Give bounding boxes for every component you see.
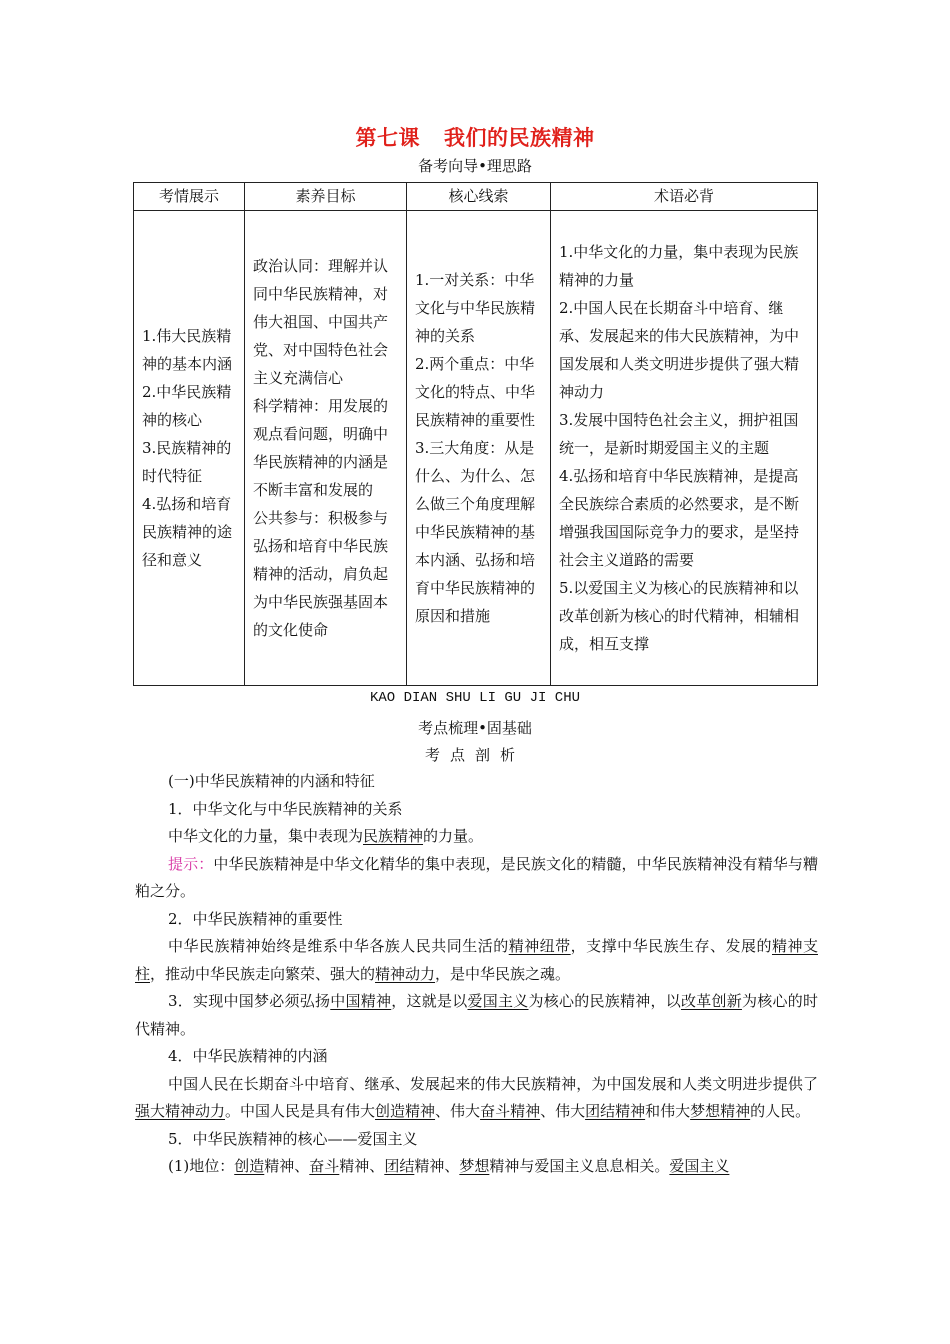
point-2-heading: 2．中华民族精神的重要性 bbox=[168, 909, 343, 928]
hint-label: 提示： bbox=[168, 854, 214, 873]
body-text bbox=[135, 768, 818, 1181]
clue-item: 1.一对关系：中华文化与中华民族精神的关系 bbox=[415, 271, 536, 345]
term-item: 1.中华文化的力量，集中表现为民族精神的力量 bbox=[559, 243, 799, 289]
terms-cell bbox=[551, 211, 818, 686]
exam-item: 3.民族精神的时代特征 bbox=[142, 439, 232, 485]
goal-item: 公共参与：积极参与弘扬和培育中华民族精神的活动，肩负起为中华民族强基固本的文化使命 bbox=[253, 509, 389, 639]
point-5-heading: 5．中华民族精神的核心——爱国主义 bbox=[168, 1129, 418, 1148]
point-1-paragraph: 中华文化的力量，集中表现为民族精神的力量。 bbox=[168, 827, 484, 845]
hint-paragraph: 提示：中华民族精神是中华文化精华的集中表现，是民族文化的精髓，中华民族精神没有精华与糟粕之分。 bbox=[135, 854, 818, 900]
underlined-term: 改革创新 bbox=[680, 992, 742, 1010]
header-terms: 术语必背 bbox=[551, 183, 818, 211]
clue-item: 3.三大角度：从是什么、为什么、怎么做三个角度理解中华民族精神的基本内涵、弘扬和培育中华民族精神的原因和措施 bbox=[415, 439, 536, 625]
lesson-number: 第七课 bbox=[355, 126, 420, 150]
underlined-term: 爱国主义 bbox=[467, 992, 529, 1010]
underlined-term: 爱国主义 bbox=[669, 1157, 730, 1175]
underlined-term: 梦想 bbox=[459, 1157, 490, 1175]
term-item: 5.以爱国主义为核心的民族精神和以改革创新为核心的时代精神，相辅相成，相互支撑 bbox=[559, 579, 800, 653]
exam-item: 4.弘扬和培育民族精神的途径和意义 bbox=[142, 495, 233, 569]
underlined-term: 精神动力 bbox=[375, 964, 436, 983]
literacy-goals-cell bbox=[245, 211, 407, 686]
section-one-heading: (一)中华民族精神的内涵和特征 bbox=[168, 772, 375, 790]
underlined-term: 奋斗 bbox=[309, 1157, 340, 1175]
underlined-term: 中国精神 bbox=[330, 992, 392, 1010]
section-heading: 考点梳理•固基础 bbox=[418, 719, 532, 737]
exam-situation-cell bbox=[134, 211, 245, 686]
point-4-heading: 4．中华民族精神的内涵 bbox=[168, 1047, 328, 1065]
exam-item: 2.中华民族精神的核心 bbox=[142, 383, 232, 429]
underlined-term: 精神纽带 bbox=[508, 937, 571, 955]
lesson-title bbox=[0, 122, 950, 152]
core-clues-cell bbox=[407, 211, 551, 686]
goal-item: 政治认同：理解并认同中华民族精神，对伟大祖国、中国共产党、对中国特色社会主义充满信心 bbox=[253, 257, 389, 387]
underlined-term: 团结 bbox=[384, 1157, 415, 1175]
point-3-paragraph: 3．实现中国梦必须弘扬中国精神，这就是以爱国主义为核心的民族精神，以改革创新为核心的时代精神。 bbox=[135, 992, 818, 1038]
underlined-term: 精神支柱 bbox=[135, 937, 818, 983]
pinyin-heading: KAO DIAN SHU LI GU JI CHU bbox=[369, 690, 581, 706]
header-literacy-goals: 素养目标 bbox=[245, 183, 407, 211]
guide-heading: 备考向导•理思路 bbox=[418, 157, 532, 175]
header-exam-situation: 考情展示 bbox=[134, 183, 245, 211]
point-2-paragraph: 中华民族精神始终是维系中华各族人民共同生活的精神纽带，支撑中华民族生存、发展的精神支柱，推动中华民族走向繁荣、强大的精神动力，是中华民族之魂。 bbox=[135, 937, 818, 983]
guide-table-header-row bbox=[134, 183, 818, 211]
lesson-name: 我们的民族精神 bbox=[444, 126, 595, 150]
analysis-heading: 考点剖析 bbox=[424, 746, 525, 764]
point-1-heading: 1．中华文化与中华民族精神的关系 bbox=[168, 799, 403, 818]
point-4-paragraph: 中国人民在长期奋斗中培育、继承、发展起来的伟大民族精神，为中国发展和人类文明进步提供了强大精神动力。中国人民是具有伟大创造精神、伟大奋斗精神、伟大团结精神和伟大梦想精神的人民。 bbox=[135, 1074, 818, 1120]
exam-item: 1.伟大民族精神的基本内涵 bbox=[142, 327, 233, 373]
underlined-term: 强大精神动力 bbox=[135, 1102, 226, 1120]
term-item: 4.弘扬和培育中华民族精神，是提高全民族综合素质的必然要求，是不断增强我国国际竞争力的要求，是坚持社会主义道路的需要 bbox=[559, 467, 800, 569]
clue-item: 2.两个重点：中华文化的特点、中华民族精神的重要性 bbox=[415, 355, 536, 429]
term-item: 3.发展中国特色社会主义，拥护祖国统一，是新时期爱国主义的主题 bbox=[559, 411, 799, 457]
underlined-term: 团结精神 bbox=[585, 1102, 646, 1120]
point-5-paragraph: (1)地位：创造精神、奋斗精神、团结精神、梦想精神与爱国主义息息相关。爱国主义 bbox=[168, 1157, 730, 1175]
underlined-term: 创造 bbox=[234, 1157, 265, 1175]
underlined-term: 民族精神 bbox=[363, 827, 424, 845]
guide-table bbox=[133, 182, 818, 686]
guide-table-body-row bbox=[134, 211, 818, 686]
underlined-term: 创造精神 bbox=[375, 1102, 436, 1120]
header-core-clues: 核心线索 bbox=[407, 183, 551, 211]
term-item: 2.中国人民在长期奋斗中培育、继承、发展起来的伟大民族精神，为中国发展和人类文明进步提供了强大精神动力 bbox=[559, 299, 800, 401]
underlined-term: 奋斗精神 bbox=[480, 1102, 541, 1120]
goal-item: 科学精神：用发展的观点看问题，明确中华民族精神的内涵是不断丰富和发展的 bbox=[253, 397, 389, 499]
underlined-term: 梦想精神 bbox=[690, 1102, 751, 1120]
